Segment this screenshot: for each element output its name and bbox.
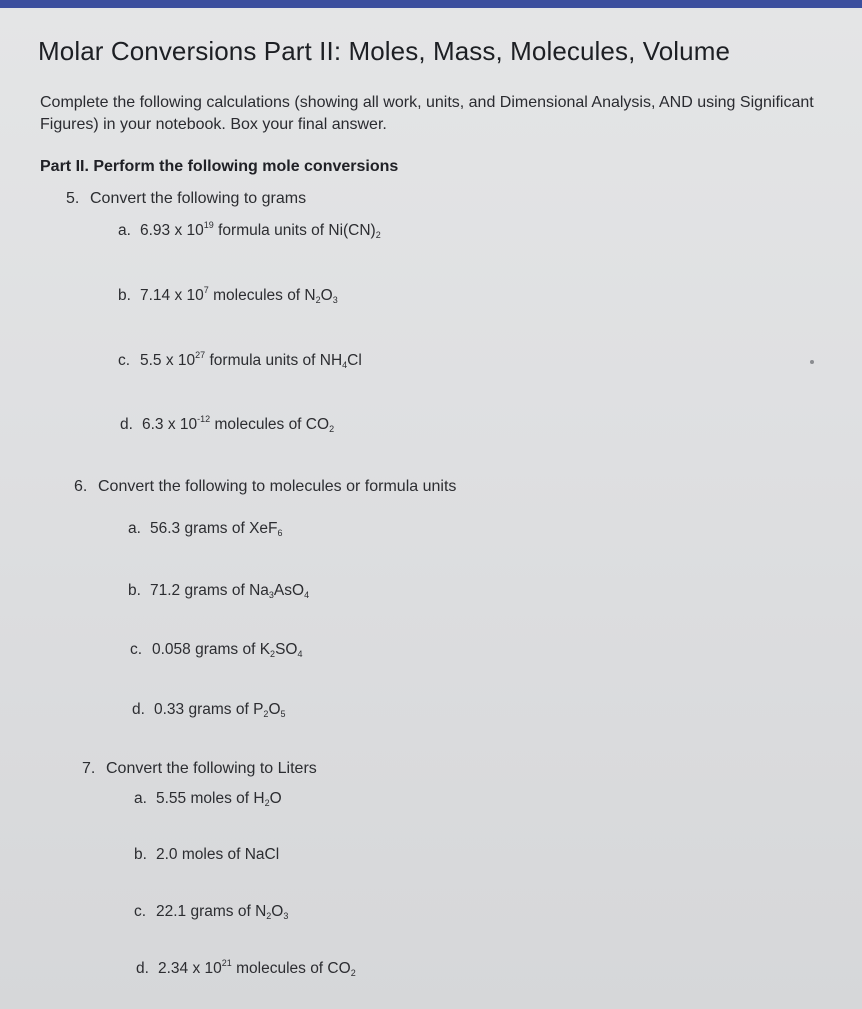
question-5: [66, 190, 306, 208]
q6-item-a: a. 56.3 grams of XeF$_6$: [128, 520, 283, 538]
item-letter: b.: [128, 582, 141, 599]
question-number: 7.: [82, 760, 96, 777]
question-7: [82, 760, 317, 778]
item-letter: d.: [136, 960, 149, 977]
q6-item-d: d. 0.33 grams of $P_2O_5$: [132, 701, 286, 719]
question-prompt: Convert the following to Liters: [106, 760, 317, 777]
question-number: 5.: [66, 190, 80, 207]
item-letter: a.: [128, 520, 141, 537]
q6-item-b: b. 71.2 grams of $Na_3AsO_4$: [128, 582, 310, 600]
worksheet-page: [0, 8, 862, 1009]
question-prompt: Convert the following to grams: [90, 190, 307, 207]
top-window-bar: [0, 0, 862, 8]
q5-item-c: c. 5.5 x $10^{27}$ formula units of $NH_4Cl$: [118, 350, 362, 370]
q7-item-b: b. 2.0 moles of NaCl: [134, 846, 280, 863]
question-6: [74, 478, 456, 496]
q7-item-d: d. 2.34 x $10^{21}$ molecules of $CO_2$: [136, 958, 356, 978]
q5-item-d: d. 6.3 x $10^{-12}$ molecules of $CO_2$: [120, 414, 335, 434]
part-heading: Part II. Perform the following mole conversions: [40, 158, 399, 175]
item-letter: c.: [118, 352, 131, 369]
page-title: Molar Conversions Part II: Moles, Mass, Molecules, Volume: [38, 36, 731, 66]
q6-item-c: c. 0.058 grams of $K_2SO_4$: [130, 641, 303, 659]
item-letter: b.: [134, 846, 147, 863]
question-prompt: Convert the following to molecules or formula units: [98, 478, 457, 495]
speck-mark: [810, 360, 814, 364]
instructions-text: Complete the following calculations (showing all work, units, and Dimensional Analysis, AND using Significant Figures) in your notebook. Box your final answer.: [40, 94, 814, 133]
q7-item-c: c. 22.1 grams of $N_2O_3$: [134, 903, 289, 921]
q5-item-a: a. 6.93 x $10^{19}$ formula units of $Ni(CN)_2$: [118, 220, 381, 240]
item-letter: c.: [130, 641, 143, 658]
item-letter: d.: [132, 701, 145, 718]
item-letter: c.: [134, 903, 147, 920]
item-letter: a.: [134, 790, 147, 807]
q7-item-a: a. 5.55 moles of $H_2O$: [134, 790, 282, 808]
item-letter: b.: [118, 287, 131, 304]
q5-item-b: b. 7.14 x $10^7$ molecules of $N_2O_3$: [118, 285, 338, 305]
item-letter: d.: [120, 416, 133, 433]
item-letter: a.: [118, 222, 131, 239]
question-number: 6.: [74, 478, 88, 495]
